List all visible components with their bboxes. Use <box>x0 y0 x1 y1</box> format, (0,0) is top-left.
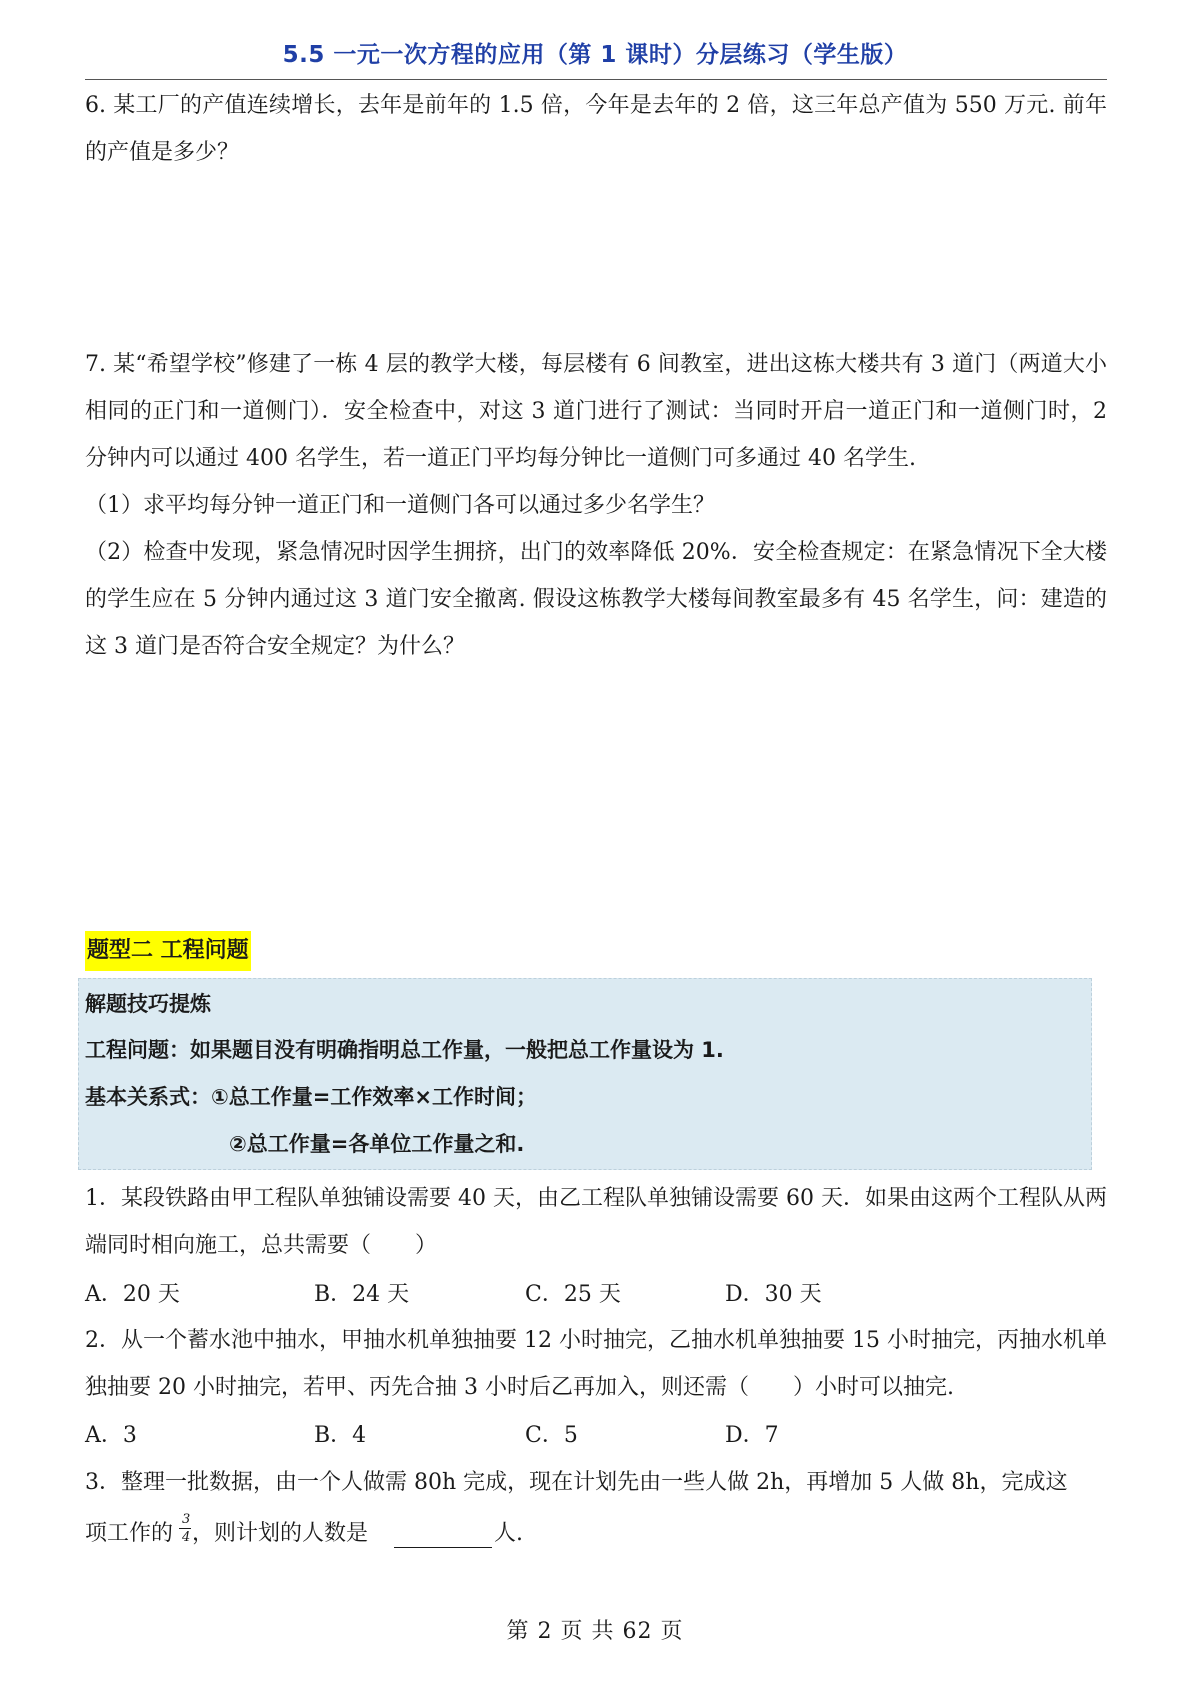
question-1-option-b: B．24 天 <box>314 1282 410 1307</box>
fraction-denominator: 4 <box>182 1530 191 1545</box>
question-2-option-b: B．4 <box>314 1423 367 1448</box>
answer-blank <box>394 1547 492 1548</box>
question-2-option-d: D．7 <box>725 1423 779 1448</box>
question-7-part-2: （2）检查中发现，紧急情况时因学生拥挤，出门的效率降低 20%．安全检查规定：在紧急情况下全大楼的学生应在 5 分钟内通过这 3 道门安全撤离. 假设这栋教学大楼每间教室最多有 45 名学生，问：建造的这 3 道门是否符合安全规定？为什么？ <box>85 540 1107 659</box>
tips-title: 解题技巧提炼 <box>85 992 211 1016</box>
question-1-option-a: A．20 天 <box>85 1282 180 1307</box>
question-2: 2．从一个蓄水池中抽水，甲抽水机单独抽要 12 小时抽完，乙抽水机单独抽要 15 小时抽完，丙抽水机单独抽要 20 小时抽完，若甲、丙先合抽 3 小时后乙再加入，则还需（ ）小时可以抽完. <box>85 1328 1107 1400</box>
fraction-bar <box>179 1528 191 1529</box>
question-7-stem: 7. 某“希望学校”修建了一栋 4 层的教学大楼，每层楼有 6 间教室，进出这栋大楼共有 3 道门（两道大小相同的正门和一道侧门）．安全检查中，对这 3 道门进行了测试：当同时开启一道正门和一道侧门时，2 分钟内可以通过 400 名学生，若一道正门平均每分钟比一道侧门可多通过 40 名学生. <box>85 352 1107 471</box>
question-7-part-1: （1）求平均每分钟一道正门和一道侧门各可以通过多少名学生？ <box>85 493 715 518</box>
question-3-line-2-mid: ，则计划的人数是 <box>192 1521 369 1546</box>
question-1: 1．某段铁路由甲工程队单独铺设需要 40 天，由乙工程队单独铺设需要 60 天．如果由这两个工程队从两端同时相向施工，总共需要（ ） <box>85 1186 1107 1258</box>
fraction-numerator: 3 <box>182 1512 191 1527</box>
tips-line-1: 工程问题：如果题目没有明确指明总工作量，一般把总工作量设为 1. <box>85 1038 724 1062</box>
tips-line-2: 基本关系式：①总工作量=工作效率×工作时间； <box>85 1085 537 1109</box>
page-footer: 第 2 页 共 62 页 <box>506 1619 684 1644</box>
header-divider <box>85 79 1107 80</box>
question-2-option-c: C．5 <box>525 1423 578 1448</box>
question-3-line-1: 3．整理一批数据，由一个人做需 80h 完成，现在计划先由一些人做 2h，再增加 5 人做 8h，完成这 <box>85 1470 1068 1495</box>
question-3-line-2-end: 人. <box>494 1521 523 1546</box>
question-3-line-2-start: 项工作的 <box>85 1521 174 1546</box>
question-1-option-d: D．30 天 <box>725 1282 822 1307</box>
section-tag: 题型二 工程问题 <box>85 931 251 971</box>
question-6: 6. 某工厂的产值连续增长，去年是前年的 1.5 倍，今年是去年的 2 倍，这三年总产值为 550 万元. 前年的产值是多少？ <box>85 93 1107 165</box>
page-header-title: 5.5 一元一次方程的应用（第 1 课时）分层练习（学生版） <box>282 42 908 68</box>
question-2-option-a: A．3 <box>85 1423 137 1448</box>
tips-line-3: ②总工作量=各单位工作量之和. <box>229 1132 525 1156</box>
question-1-option-c: C．25 天 <box>525 1282 621 1307</box>
